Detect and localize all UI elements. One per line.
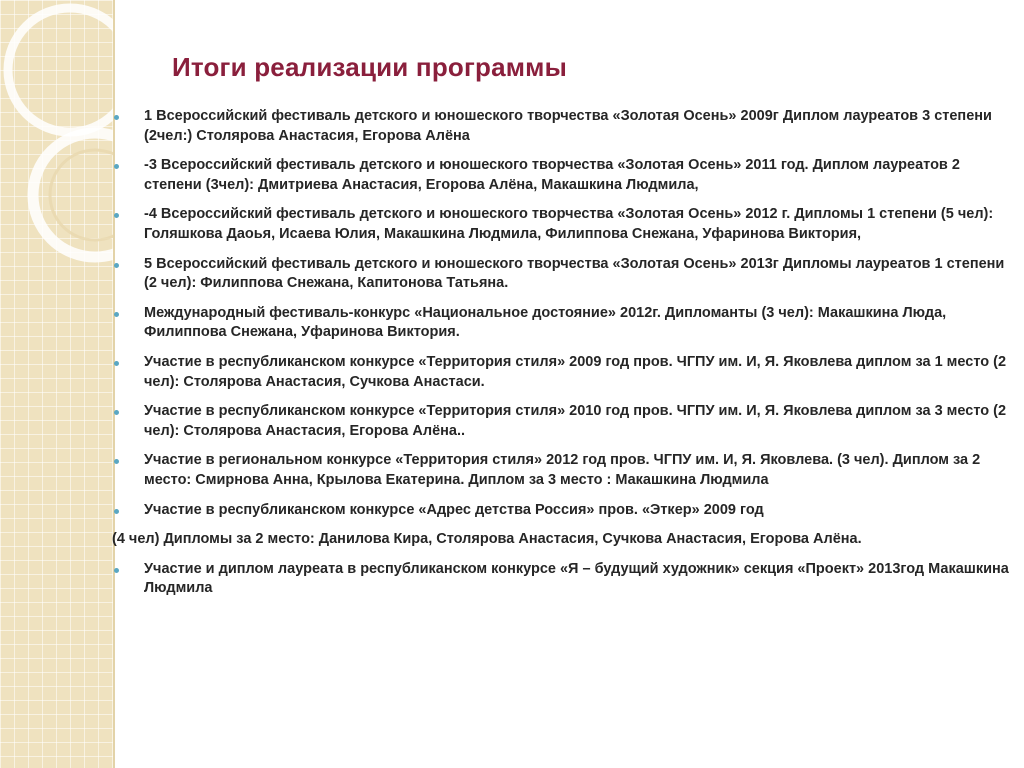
list-item xyxy=(112,501,1012,521)
bullet-icon xyxy=(114,509,119,514)
list-item-text: Участие в республиканском конкурсе «Территория стиля» 2010 год пров. ЧГПУ им. И, Я. Яковлева диплом за 3 место (2 чел): Столярова Анастасия, Егорова Алёна.. xyxy=(144,403,1007,439)
list-item xyxy=(112,255,1012,294)
bullet-icon xyxy=(114,312,119,317)
list-item xyxy=(112,304,1012,343)
list-item-text: Участие в республиканском конкурсе «Территория стиля» 2009 год пров. ЧГПУ им. И, Я. Яковлева диплом за 1 место (2 чел): Столярова Анастасия, Сучкова Анастаси. xyxy=(144,353,1007,390)
list-item-text: -4 Всероссийский фестиваль детского и юношеского творчества «Золотая Осень» 2012 г. Дипломы 1 степени (5 чел): Голяшкова Даоья, Исаева Юлия, Макашкина Людмила, Филиппова Снежана, Уфаринова Виктория, xyxy=(144,206,994,242)
bullet-icon xyxy=(114,213,119,218)
bullet-icon xyxy=(114,410,119,415)
list-item-text: Международный фестиваль-конкурс «Национальное достояние» 2012г. Дипломанты (3 чел): Макашкина Люда, Филиппова Снежана, Уфаринова Виктория. xyxy=(144,304,947,341)
list-item-continuation xyxy=(112,530,1012,550)
bullet-icon xyxy=(114,164,119,169)
list-item xyxy=(112,402,1012,441)
decorative-rings xyxy=(0,0,114,768)
list-item-text: 1 Всероссийский фестиваль детского и юношеского творчества «Золотая Осень» 2009г Диплом лауреатов 3 степени (2чел:) Столярова Анастасия, Егорова Алёна xyxy=(144,108,992,144)
bullet-icon xyxy=(114,361,119,366)
list-item xyxy=(112,353,1012,392)
list-item-text: Участие и диплом лауреата в республиканском конкурсе «Я – будущий художник» секция «Проект» 2013год Макашкина Людмила xyxy=(144,560,1009,597)
bullet-icon xyxy=(114,263,119,268)
list-item xyxy=(112,560,1012,599)
achievements-list xyxy=(112,107,1012,609)
list-item xyxy=(112,451,1012,490)
list-item xyxy=(112,156,1012,195)
list-item xyxy=(112,107,1012,146)
decorative-side-panel xyxy=(0,0,114,768)
list-item-text: (4 чел) Дипломы за 2 место: Данилова Кира, Столярова Анастасия, Сучкова Анастасия, Егорова Алёна. xyxy=(112,531,862,548)
bullet-icon xyxy=(114,115,119,120)
bullet-icon xyxy=(114,459,119,464)
bullet-icon xyxy=(114,568,119,573)
list-item-text: Участие в республиканском конкурсе «Адрес детства Россия» пров. «Эткер» 2009 год xyxy=(144,501,764,518)
list-item-text: -3 Всероссийский фестиваль детского и юношеского творчества «Золотая Осень» 2011 год. Диплом лауреатов 2 степени (3чел): Дмитриева Анастасия, Егорова Алёна, Макашкина Людмила, xyxy=(144,157,960,193)
list-item-text: 5 Всероссийский фестиваль детского и юношеского творчества «Золотая Осень» 2013г Дипломы лауреатов 1 степени (2 чел): Филиппова Снежана, Капитонова Татьяна. xyxy=(144,255,1005,292)
list-item xyxy=(112,205,1012,244)
list-item-text: Участие в региональном конкурсе «Территория стиля» 2012 год пров. ЧГПУ им. И, Я. Яковлева. (3 чел). Диплом за 2 место: Смирнова Анна, Крылова Екатерина. Диплом за 3 место : Макашкина Людмила xyxy=(144,452,981,488)
slide-title: Итоги реализации программы xyxy=(172,52,568,82)
